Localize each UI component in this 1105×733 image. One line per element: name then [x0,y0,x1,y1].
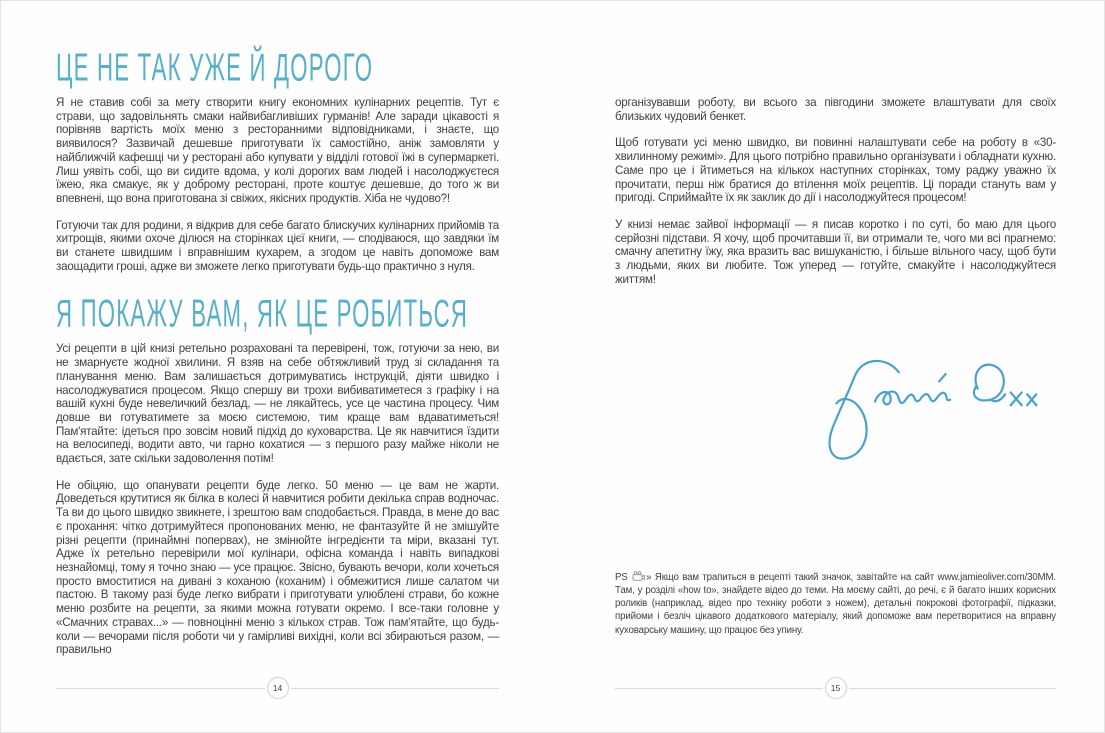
section-heading-text: ЦЕ НЕ ТАК УЖЕ Й ДОРОГО [56,45,374,89]
right-paragraph-1: організувавши роботу, ви всього за півгодини зможете влаштувати для своїх близьких чудовий бенкет. [615,96,1056,123]
page-left [56,45,499,657]
signature-ink-icon [820,348,1040,468]
section-heading-text: Я ПОКАЖУ ВАМ, ЯК ЦЕ РОБИТЬСЯ [56,292,469,336]
ps-label: PS [615,571,628,583]
footer-left [56,677,499,699]
page-number-right: 15 [825,677,847,699]
video-camera-icon [632,571,645,581]
footer-rule [615,688,823,689]
ps-note [615,571,1056,637]
right-paragraph-2: Щоб готувати усі меню швидко, ви повинні налаштувати себе на роботу в «30-хвилинному режимі». Для цього потрібно правильно організувати і обладнати кухню. Саме про це і йтиметься на кількох наступних сторінках, тому раджу уважно їх прочитати, перш ніж братися до втілення моїх рецептів. Ці поради стануть вам у пригоді. Сприймайте їх як заклик до дії і насолоджуйтеся процесом! [615,136,1056,205]
page-number-left: 14 [267,677,289,699]
left-paragraph-2: Готуючи так для родини, я відкрив для себе багато блискучих кулінарних прийомів та хитрощів, якими охоче ділюся на сторінках цієї книги, — сподіваюся, що завдяки їм ви станете швидшим і вправнішим кухарем, а згодом це навіть допоможе вам заощадити гроші, адже ви зможете легко приготувати будь-що практично з нуля. [56,218,499,273]
left-paragraph-1: Я не ставив собі за мету створити книгу економних кулінарних рецептів. Тут є страви, що задовільнять смаки найвибагливіших гурманів! Але заради цікавості я порівняв вартість моїх меню з ресторанними відповідниками, і знаєте, що виявилося? Зазвичай дешевше приготувати їх самостійно, аніж замовляти у найближчій кафешці чи у ресторані або купувати у відділі готової їжі в супермаркеті. Лиш уявіть собі, що ви сидите вдома, у колі дорогих вам людей і насолоджуєтеся їжею, яка смакує, як у доброму ресторані, проте коштує дешевше, до того ж ви впевнені, що вона приготована зі свіжих, якісних продуктів. Хіба не чудово?! [56,96,499,205]
left-paragraph-4: Не обіцяю, що опанувати рецепти буде легко. 50 меню — це вам не жарти. Доведеться крутитися як білка в колесі й навчитися робити декілька справ водночас. Та ви до цього швидко звикнете, і зрештою вам сподобається. Правда, в мене до вас є прохання: чітко дотримуйтеся пропонованих меню, не фантазуйте й не змішуйте різні рецепти (принаймні попервах), не змінюйте інгредієнти та міри, вказані тут. Адже їх ретельно перевірили мої кулінари, офісна команда і навіть випадкові незнайомці, тому я точно знаю — усе працює. Звісно, бувають вечори, коли хочеться просто вмоститися на дивані з коханою (коханим) і обмежитися лише салатом чи пастою. В такому разі буде легко вибрати і приготувати улюблені страви, бо кожне меню розбите на рецепти, за якими можна готувати окремо. І все-таки головне у «Смачних стравах...» — повноцінні меню з кількох страв. Тож пам'ятайте, що будь-коли — вечорами після роботи чи у гамірливі вихідні, коли всі збираються разом, — правильно [56,478,499,657]
ps-text: Якщо вам трапиться в рецепті такий значок, завітайте на сайт www.jamieoliver.com/30MM. Там, у розділі «how to», знайдете відео до теми. На моєму сайті, до речі, є й багато інших корисних роликів (наприклад, відео про техніку роботи з ножем), детальні покрокові фотографії, підказки, прийоми і безліч цікавого додаткового матеріалу, який допоможе вам перетворитися на вправну куховарську машину, що працює без упину. [615,571,1056,636]
footer-rule [291,688,500,689]
left-paragraph-3: Усі рецепти в цій книзі ретельно розраховані та перевірені, тож, готуючи за нею, ви не змарнуєте жодної хвилини. Я взяв на себе обтяжливий труд зі складання та планування меню. Вам залишається дотримуватись інструкцій, діяти швидко і насолоджуватися процесом. Якщо спершу ви трохи вибиватиметеся з графіку і на вашій кухні буде невеличкий безлад, — не лякайтесь, усе це частина процесу. Чим довше ви готуватимете за моєю системою, тим краще вам вдаватиметься! Пам'ятайте: ідеться про зовсім новий підхід до куховарства. Це як навчитися їздити на велосипеді, водити авто, чи гарно кохатися — з першого разу майже ніколи не вдається, зате скільки задоволення потім! [56,342,499,466]
signature-jamie-oliver [820,348,1040,468]
section-heading-show-you-how [56,292,499,336]
right-paragraph-3: У книзі немає зайвої інформації — я писав коротко і по суті, бо маю для цього серйозні підстави. Я хочу, щоб прочитавши її, ви отримали те, чого ми всі прагнемо: смачну апетитну їжу, яка вразить вас вишуканістю, і більше вільного часу, щоб бути з людьми, яких ви любите. Тож уперед — готуйте, смакуйте і насолоджуйтеся життям! [615,217,1056,286]
page-right [615,96,1056,636]
footer-rule [56,688,265,689]
ps-marker: » [646,571,652,583]
footer-right [615,677,1056,699]
section-heading-not-expensive [56,45,499,89]
footer-rule [849,688,1057,689]
